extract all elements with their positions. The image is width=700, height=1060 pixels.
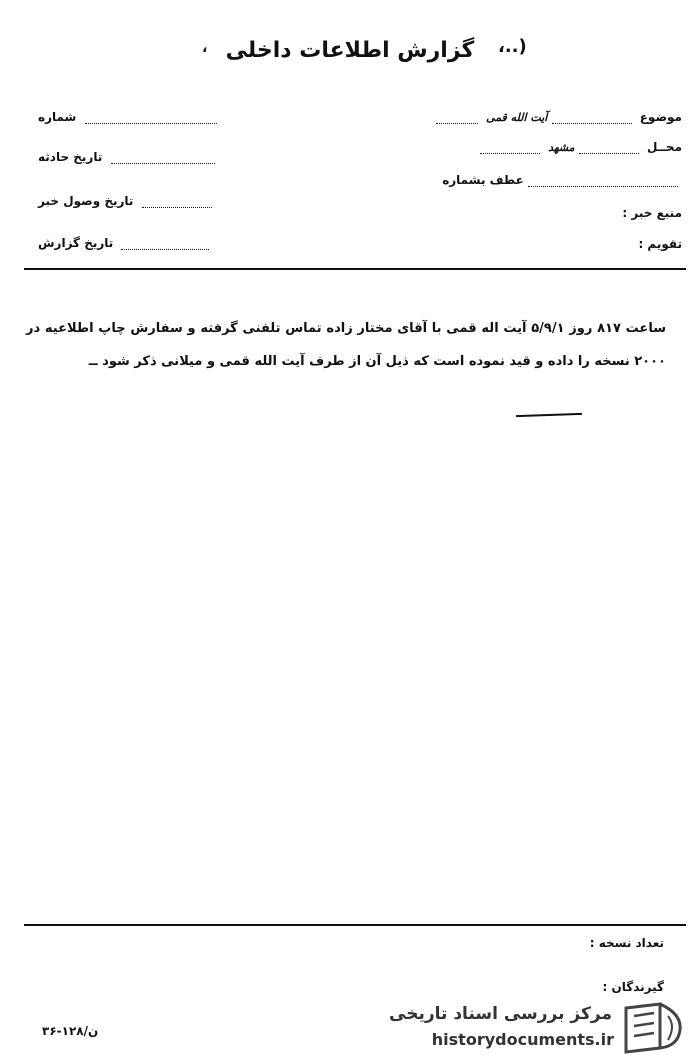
receivers-label: گیرندگان : [602,980,664,994]
field-source [622,206,682,220]
field-value: مشهد [548,141,575,154]
field-subject [436,110,682,124]
field-line [528,176,678,187]
field-line [579,143,639,154]
field-label: محــل [647,140,682,154]
field-label: عطف بشماره [442,173,524,187]
document-title: گزارش اطلاعات داخلی [225,38,475,63]
field-line [121,239,209,250]
field-reference [442,173,682,187]
field-value: آیت الله قمی [486,111,548,124]
watermark-text-fa: مرکز بررسی اسناد تاریخی [389,1004,612,1024]
field-line [142,197,212,208]
field-label: تاریخ وصول خبر [38,194,134,208]
field-incident-date [38,150,215,164]
field-number [38,110,217,124]
field-label: منبع خبر : [622,206,682,220]
handwritten-mark: ، [202,40,208,56]
field-calendar [638,237,682,251]
field-line [85,113,217,124]
handwritten-underline [516,413,582,417]
field-line [552,113,632,124]
field-line [480,143,540,154]
watermark-text-en: historydocuments.ir [431,1030,614,1049]
field-label: شماره [38,110,77,124]
header-divider [24,268,686,270]
field-line [111,153,215,164]
field-report-date [38,236,209,250]
footer-divider [24,924,686,926]
field-place [480,140,682,154]
field-label: تقویم : [638,237,682,251]
field-received-date [38,194,212,208]
archive-logo-icon [620,1000,692,1056]
field-label: تاریخ حادثه [38,150,103,164]
document-number: ۳۶-۱۲۸/ن [42,1024,99,1038]
handwritten-mark: ،..) [498,36,527,57]
report-body: ساعت ۸۱۷ روز ۵/۹/۱ آیت اله قمی با آقای مختار زاده تماس تلفنی گرفته و سفارش چاپ اطلاعیه در ۲۰۰۰ نسخه را داده و قید نموده است که ذیل آن از طرف آیت الله قمی و میلانی ذکر شود ــ [26,321,666,369]
copies-label: تعداد نسخه : [589,936,664,950]
field-line [436,113,478,124]
field-label: تاریخ گزارش [38,236,114,250]
field-label: موضوع [639,110,682,124]
